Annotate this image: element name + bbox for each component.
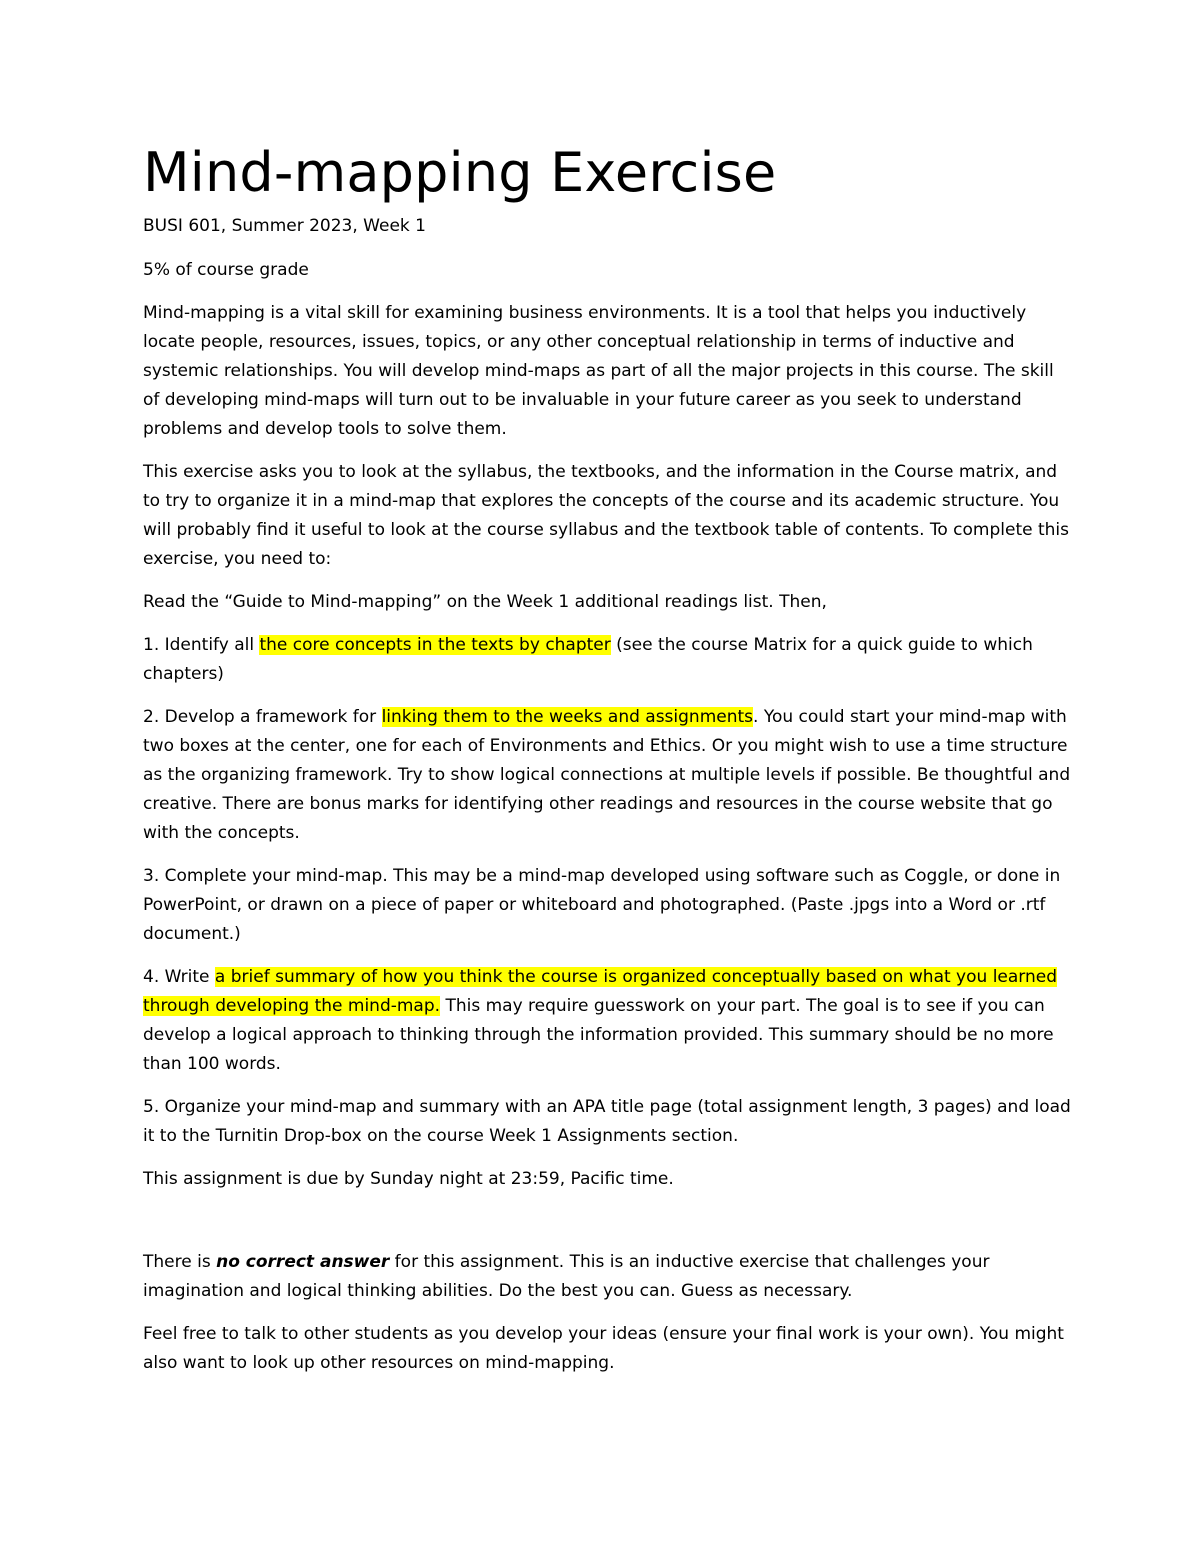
grade-weight: 5% of course grade bbox=[143, 260, 309, 280]
step-2 bbox=[143, 703, 1073, 848]
document-title: Mind-mapping Exercise bbox=[143, 141, 777, 204]
step-1-rest: (see the course Matrix for a quick guide to which chapters) bbox=[143, 635, 1033, 684]
document-subtitle: BUSI 601, Summer 2023, Week 1 bbox=[143, 216, 426, 236]
step-2-highlight: linking them to the weeks and assignments bbox=[381, 707, 754, 727]
exercise-paragraph: This exercise asks you to look at the syllabus, the textbooks, and the information in the Course matrix, and to try to organize it in a mind-map that explores the concepts of the course and its academic structure. You will probably find it useful to look at the course syllabus and the textbook table of contents. To complete this exercise, you need to: bbox=[143, 462, 1070, 569]
step-4-prefix: 4. Write bbox=[143, 967, 215, 987]
due-date: This assignment is due by Sunday night at 23:59, Pacific time. bbox=[143, 1169, 674, 1189]
step-3: 3. Complete your mind-map. This may be a mind-map developed using software such as Coggle, or done in PowerPoint, or drawn on a piece of paper or whiteboard and photographed. (Paste .jpgs into a Word or .rtf document.) bbox=[143, 866, 1061, 944]
note-rest: for this assignment. This is an inductive exercise that challenges your imagination and logical thinking abilities. Do the best you can. Guess as necessary. bbox=[143, 1252, 990, 1301]
intro-paragraph: Mind-mapping is a vital skill for examining business environments. It is a tool that helps you inductively locate people, resources, issues, topics, or any other conceptual relationship in terms of inductive and systemic relationships. You will develop mind-maps as part of all the major projects in this course. The skill of developing mind-maps will turn out to be invaluable in your future career as you seek to understand problems and develop tools to solve them. bbox=[143, 303, 1054, 439]
step-4-rest: This may require guesswork on your part. The goal is to see if you can develop a logical approach to thinking through the information provided. This summary should be no more than 100 words. bbox=[143, 996, 1054, 1074]
step-2-prefix: 2. Develop a framework for bbox=[143, 707, 382, 727]
document-body bbox=[143, 140, 1073, 1392]
step-2-rest: . You could start your mind-map with two boxes at the center, one for each of Environments and Ethics. Or you might wish to use a time structure as the organizing framework. Try to show logical connections at multiple levels if possible. Be thoughtful and creative. There are bonus marks for identifying other readings and resources in the course website that go with the concepts. bbox=[143, 707, 1071, 843]
closing-paragraph: Feel free to talk to other students as you develop your ideas (ensure your final work is your own). You might also want to look up other resources on mind-mapping. bbox=[143, 1324, 1064, 1373]
no-correct-answer-note bbox=[143, 1248, 1073, 1306]
step-1-highlight: the core concepts in the texts by chapter bbox=[259, 635, 611, 655]
step-4 bbox=[143, 963, 1073, 1079]
step-4-highlight: a brief summary of how you think the course is organized conceptually based on what you learned through developing the mind-map. bbox=[143, 967, 1058, 1016]
note-prefix: There is bbox=[143, 1252, 217, 1272]
step-5: 5. Organize your mind-map and summary with an APA title page (total assignment length, 3 pages) and load it to the Turnitin Drop-box on the course Week 1 Assignments section. bbox=[143, 1097, 1071, 1146]
note-emphasis: no correct answer bbox=[216, 1252, 390, 1272]
step-1 bbox=[143, 631, 1073, 689]
step-1-prefix: 1. Identify all bbox=[143, 635, 260, 655]
read-instruction: Read the “Guide to Mind-mapping” on the Week 1 additional readings list. Then, bbox=[143, 592, 827, 612]
blank-line bbox=[143, 1208, 1073, 1248]
